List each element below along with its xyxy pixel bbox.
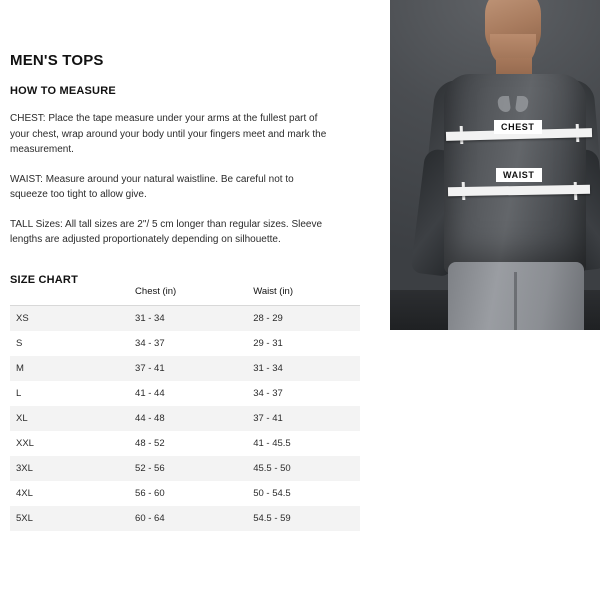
table-row xyxy=(10,456,360,481)
page-title: MEN'S TOPS xyxy=(10,52,104,69)
cell-waist: 37 - 41 xyxy=(253,413,283,424)
cell-chest: 52 - 56 xyxy=(135,463,165,474)
column-header-size xyxy=(10,280,129,306)
table-row xyxy=(10,406,360,431)
cell-size: 4XL xyxy=(16,488,33,499)
table-row xyxy=(10,481,360,506)
chest-instruction: CHEST: Place the tape measure under your arms at the fullest part of your chest, wrap around your body until your fingers meet and mark the measurement. xyxy=(10,113,327,155)
table-row xyxy=(10,331,360,356)
cell-size: 5XL xyxy=(16,513,33,524)
cell-chest: 56 - 60 xyxy=(135,488,165,499)
size-chart-table-wrap xyxy=(10,280,360,531)
column-header-chest: Chest (in) xyxy=(129,280,247,306)
cell-waist: 34 - 37 xyxy=(253,388,283,399)
cell-chest: 60 - 64 xyxy=(135,513,165,524)
cell-waist: 50 - 54.5 xyxy=(253,488,291,499)
cell-size: L xyxy=(16,388,22,399)
cell-waist: 29 - 31 xyxy=(253,338,283,349)
tall-sizes-instruction: TALL Sizes: All tall sizes are 2"/ 5 cm longer than regular sizes. Sleeve lengths are adjusted proportionately depending on silhouette. xyxy=(10,218,323,245)
model-pants-seam xyxy=(514,272,517,330)
table-row xyxy=(10,431,360,456)
table-row xyxy=(10,506,360,531)
cell-size: XL xyxy=(16,413,28,424)
cell-chest: 34 - 37 xyxy=(135,338,165,349)
waist-instruction: WAIST: Measure around your natural waistline. Be careful not to squeeze too tight to allow give. xyxy=(10,173,294,200)
cell-waist: 45.5 - 50 xyxy=(253,463,291,474)
column-header-waist: Waist (in) xyxy=(247,280,360,306)
waist-band-label: WAIST xyxy=(496,168,542,182)
brand-logo-icon xyxy=(498,96,528,112)
model-photo xyxy=(390,0,600,330)
table-row xyxy=(10,306,360,332)
cell-chest: 48 - 52 xyxy=(135,438,165,449)
cell-waist: 41 - 45.5 xyxy=(253,438,291,449)
cell-chest: 44 - 48 xyxy=(135,413,165,424)
chest-band-label: CHEST xyxy=(494,120,542,134)
cell-size: S xyxy=(16,338,23,349)
cell-size: M xyxy=(16,363,24,374)
cell-size: 3XL xyxy=(16,463,33,474)
cell-chest: 41 - 44 xyxy=(135,388,165,399)
size-chart-table xyxy=(10,280,360,531)
instructions-section xyxy=(10,52,370,286)
table-row xyxy=(10,381,360,406)
cell-size: XS xyxy=(16,313,29,324)
size-chart-body xyxy=(10,306,360,532)
how-to-measure-heading: HOW TO MEASURE xyxy=(10,85,116,97)
size-chart-head xyxy=(10,280,360,306)
cell-waist: 54.5 - 59 xyxy=(253,513,291,524)
cell-waist: 28 - 29 xyxy=(253,313,283,324)
table-header-row xyxy=(10,280,360,306)
cell-chest: 31 - 34 xyxy=(135,313,165,324)
cell-size: XXL xyxy=(16,438,34,449)
cell-waist: 31 - 34 xyxy=(253,363,283,374)
table-row xyxy=(10,356,360,381)
size-chart-heading: SIZE CHART xyxy=(10,273,78,286)
cell-chest: 37 - 41 xyxy=(135,363,165,374)
